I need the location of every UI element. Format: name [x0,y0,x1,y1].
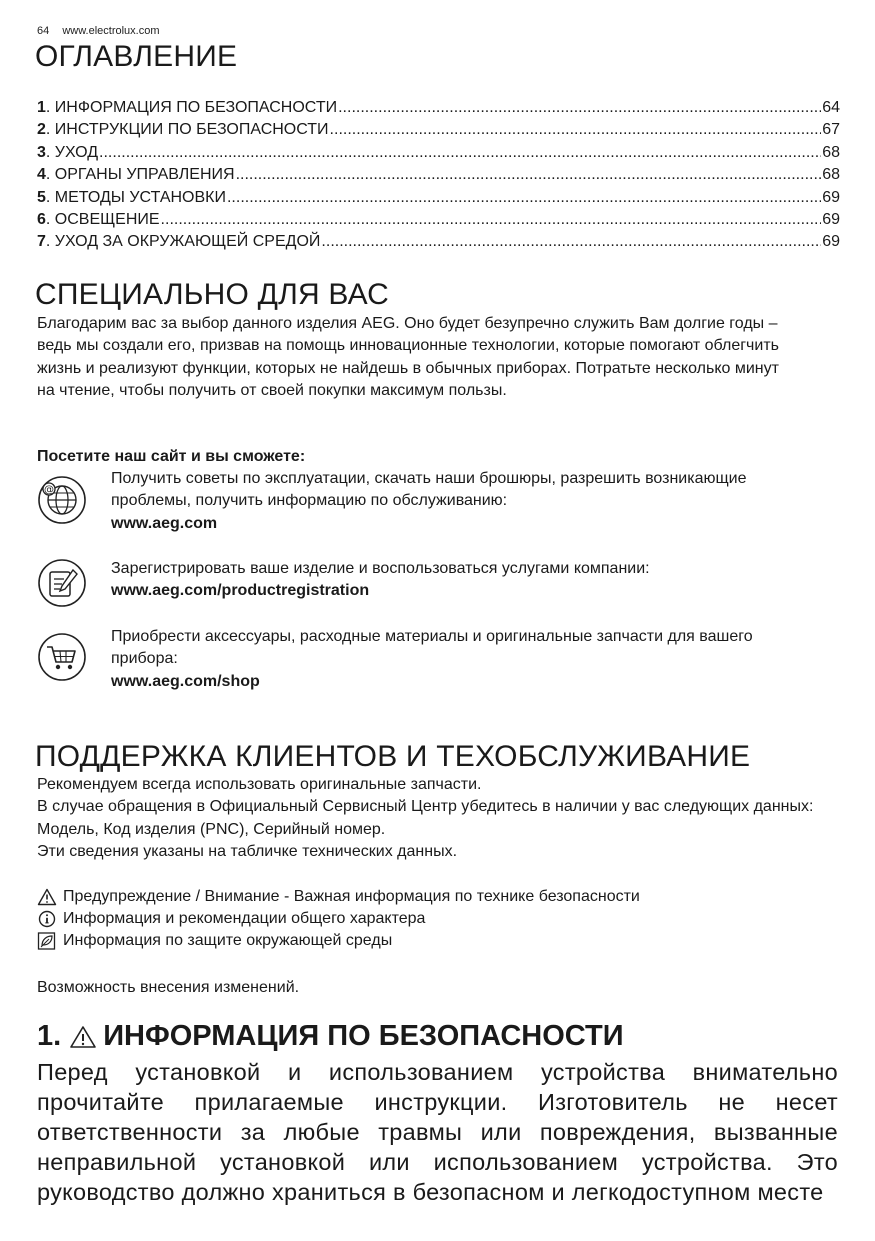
intro-paragraph: Благодарим вас за выбор данного изделия AEG. Оно будет безупречно служить Вам долгие годы – ведь мы создали его, призвав на помощь инновационные технологии, которые помогают облегчить жизнь и реализуют функции, которых не найдешь в обычных приборах. Потратьте несколько минут на чтение, чтобы получить от своей покупки максимум пользы. [37,315,779,400]
toc-entry-page: 69 [822,188,840,206]
toc-entry-number: 7 [37,233,46,251]
safety-section-number: 1. [37,1020,62,1052]
visit-item-description: Зарегистрировать ваше изделие и воспользоваться услугами компании: [111,560,650,577]
toc-entry-page: 67 [822,121,840,139]
legend-info [37,908,425,930]
toc-entry-title: . ИНФОРМАЦИЯ ПО БЕЗОПАСНОСТИ [45,99,338,116]
toc-entry[interactable] [37,187,840,209]
support-line: Эти сведения указаны на табличке технических данных. [37,843,458,861]
visit-item-support [37,468,817,538]
safety-section-title [37,1020,624,1053]
toc-entry[interactable] [37,231,840,253]
changes-note: Возможность внесения изменений. [37,979,300,996]
toc-entry-number: 1 [37,99,46,116]
toc-leader [161,209,822,231]
site-url[interactable]: www.electrolux.com [62,25,160,37]
aeg-website-link[interactable]: www.aeg.com [111,514,218,532]
toc-entry-number: 6 [37,210,46,228]
toc-entry-page: 68 [822,143,840,161]
toc-entry-page: 69 [822,210,840,228]
special-for-you-title: СПЕЦИАЛЬНО ДЛЯ ВАС [35,278,390,311]
toc-leader [330,119,822,141]
visit-item-description: Приобрести аксессуары, расходные материалы и оригинальные запчасти для вашего прибора: [111,628,753,668]
svg-text:@: @ [44,484,54,496]
toc-leader [99,142,821,164]
toc-entry-page: 69 [822,233,840,251]
visit-item-description: Получить советы по эксплуатации, скачать наши брошюры, разрешить возникающие проблемы, получить информацию по обслуживанию: [111,470,747,510]
legend-text: Информация и рекомендации общего характера [63,910,426,927]
toc-entry-number: 4 [37,166,46,184]
safety-paragraph: Перед установкой и использованием устройства внимательно прочитайте прилагаемые инструкции. Изготовитель не несет ответственности за любые травмы или повреждения, вызванные неправильной установкой или использованием устройства. Это руководство должно храниться в безопасном и легкодоступном месте [37,1059,838,1205]
registration-icon [37,558,87,608]
toc-leader [321,231,821,253]
page-header [37,25,160,37]
toc-entry-title: . ИНСТРУКЦИИ ПО БЕЗОПАСНОСТИ [45,121,329,139]
toc-entry-title: . УХОД ЗА ОКРУЖАЮЩЕЙ СРЕДОЙ [45,233,321,251]
toc-entry-title: . ОСВЕЩЕНИЕ [45,210,160,228]
legend-warning [37,886,640,908]
toc-entry-number: 5 [37,188,46,206]
toc-entry[interactable] [37,142,840,164]
warning-icon [37,888,57,906]
toc-entry-page: 64 [822,99,840,116]
shopping-cart-icon [37,632,87,682]
legend-text: Предупреждение / Внимание - Важная информация по технике безопасности [63,888,640,905]
visit-item-text [111,558,811,603]
toc-entry-title: . УХОД [45,143,99,161]
toc-entry-page: 68 [822,166,840,184]
toc-entry-title: . ОРГАНЫ УПРАВЛЕНИЯ [45,166,235,184]
shop-link[interactable]: www.aeg.com/shop [111,672,260,690]
support-title: ПОДДЕРЖКА КЛИЕНТОВ И ТЕХОБСЛУЖИВАНИЕ [35,740,751,773]
support-paragraph [37,774,817,864]
support-line: Рекомендуем всегда использовать оригинальные запчасти. [37,776,482,793]
toc-leader [338,97,821,119]
environment-icon [37,932,57,950]
page-number: 64 [37,25,50,37]
table-of-contents [37,97,840,254]
toc-entry[interactable] [37,119,840,141]
visit-item-registration [37,558,817,628]
product-registration-link[interactable]: www.aeg.com/productregistration [111,582,370,600]
toc-leader [236,164,822,186]
toc-entry-title: . МЕТОДЫ УСТАНОВКИ [45,188,226,206]
toc-entry[interactable] [37,164,840,186]
toc-leader [227,187,821,209]
toc-entry-number: 2 [37,121,46,139]
info-icon [37,910,57,928]
legend-text: Информация по защите окружающей среды [63,932,393,949]
globe-icon [37,475,87,525]
toc-title: ОГЛАВЛЕНИЕ [35,40,238,73]
toc-entry[interactable] [37,97,840,119]
visit-site-heading: Посетите наш сайт и вы сможете: [37,448,306,465]
visit-item-text [111,468,811,535]
support-line: В случае обращения в Официальный Сервисный Центр убедитесь в наличии у вас следующих данных: Модель, Код изделия (PNC), Серийный номер. [37,798,814,838]
toc-entry[interactable] [37,209,840,231]
toc-entry-number: 3 [37,143,46,161]
safety-section-heading: ИНФОРМАЦИЯ ПО БЕЗОПАСНОСТИ [103,1020,624,1052]
visit-item-text [111,626,811,693]
warning-icon [69,1025,97,1049]
legend-environment [37,930,392,952]
visit-item-shop [37,626,817,696]
